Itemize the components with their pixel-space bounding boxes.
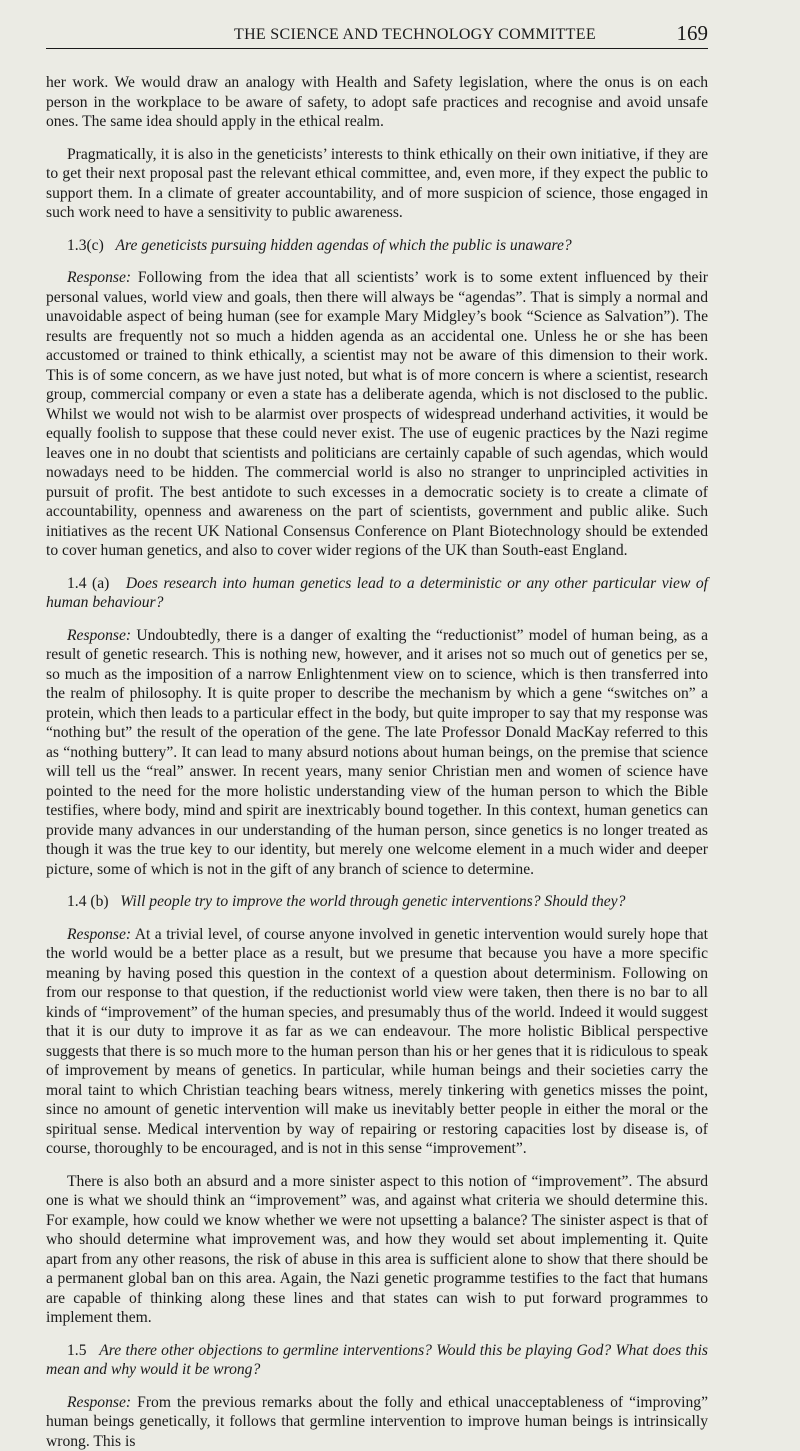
- question-number: 1.5: [67, 1342, 87, 1359]
- response-text: Following from the idea that all scientists’ work is to some extent influenced by their personal values, world view and goals, then there will always be “agendas”. That is simply a normal and unavoidable aspect of being human (see for example Mary Midgley’s book “Science as Salvation”). The results are frequently not so much a hidden agenda as an accidental one. Unless he or she has been accustomed or trained to think ethically, a scientist may not be aware of this dimension to their work. This is of some concern, as we have just noted, but what is of more concern is where a scientist, research group, commercial company or even a state has a deliberate agenda, which is not disclosed to the public. Whilst we would not wish to be alarmist over prospects of widespread underhand activities, it would be equally foolish to suppose that these could never exist. The use of eugenic practices by the Nazi regime leaves one in no doubt that scientists and politicians are certainly capable of such agendas, which would nowadays need to be hidden. The commercial world is also no stranger to unprincipled activities in pursuit of profit. The best antidote to such excesses in a democratic society is to create a climate of accountability, openness and awareness on the part of scientists, government and public alike. Such initiatives as the recent UK National Consensus Conference on Plant Biotechnology should be extended to cover human genetics, and also to cover wider regions of the UK than South-east England.: [46, 269, 708, 559]
- response-1-5: [46, 1393, 708, 1451]
- page-number: 169: [677, 23, 709, 44]
- header-rule: [46, 48, 708, 49]
- response-label: Response:: [67, 926, 131, 943]
- running-header: [46, 18, 708, 44]
- paragraph-improvement: [46, 1172, 708, 1328]
- paragraph-text: her work. We would draw an analogy with Health and Safety legislation, where the onus is on each person in the workplace to be aware of safety, to adopt safe practices and recognise and avoid unsafe ones. The same idea should apply in the ethical realm.: [46, 74, 708, 130]
- response-label: Response:: [67, 269, 131, 286]
- response-1-4a: [46, 626, 708, 880]
- question-number: 1.3(c): [67, 237, 104, 254]
- paragraph-text: Pragmatically, it is also in the geneticists’ interests to think ethically on their own initiative, if they are to get their next proposal past the relevant ethical committee, and, even more, if they expect the public to support them. In a climate of greater accountability, and of more suspicion of science, those engaged in such work need to have a sensitivity to public awareness.: [46, 146, 708, 222]
- response-text: At a trivial level, of course anyone involved in genetic intervention would surely hope that the world would be a better place as a result, but we presume that because you have a more specific meaning by having posed this question in the context of a question about determinism. Following on from our response to that question, if the reductionist world view were taken, then there is no bar to all kinds of “improvement” of the human species, and presumably thus of the world. Indeed it would suggest that it is our duty to improve it as far as we can endeavour. The more holistic Biblical perspective suggests that there is so much more to the human person than his or her genes that it is ridiculous to speak of improvement by means of genetics. In particular, while human beings and their societies carry the moral taint to which Christian teaching bears witness, merely tinkering with genetics misses the point, since no amount of genetic intervention will make us inevitably better people in either the moral or the spiritual sense. Medical intervention by way of repairing or restoring capacities lost by disease is, of course, thoroughly to be encouraged, and is not in this sense “improvement”.: [46, 926, 708, 1158]
- question-number: 1.4 (a): [67, 575, 109, 592]
- question-1-4a: [46, 574, 708, 613]
- response-label: Response:: [67, 627, 131, 644]
- question-text: Will people try to improve the world through genetic interventions? Should they?: [120, 893, 625, 910]
- question-1-4b: [46, 892, 708, 912]
- question-number: 1.4 (b): [67, 893, 109, 910]
- question-text: Are geneticists pursuing hidden agendas of which the public is unaware?: [116, 237, 572, 254]
- response-text: From the previous remarks about the folly and ethical unacceptableness of “improving” human beings genetically, it follows that germline intervention to improve human beings is intrinsically wrong. This is: [46, 1394, 708, 1450]
- response-1-3c: [46, 268, 708, 561]
- response-1-4b: [46, 925, 708, 1159]
- paragraph-1: [46, 73, 708, 132]
- response-label: Response:: [67, 1394, 131, 1411]
- question-1-3c: [46, 236, 708, 256]
- question-text: Are there other objections to germline interventions? Would this be playing God? What does this mean and why would it be wrong?: [46, 1342, 708, 1379]
- question-text: Does research into human genetics lead to a deterministic or any other particular view of human behaviour?: [46, 575, 708, 612]
- body-text: [46, 73, 708, 1451]
- paragraph-text: There is also both an absurd and a more sinister aspect to this notion of “improvement”. The absurd one is what we should think an “improvement” was, and against what criteria we should determine this. For example, how could we know whether we were not upsetting a balance? The sinister aspect is that of who should determine what improvement was, and how they would set about implementing it. Quite apart from any other reasons, the risk of abuse in this area is sufficient alone to show that there should be a permanent global ban on this area. Again, the Nazi genetic programme testifies to the fact that humans are capable of thinking along these lines and that states can wish to put forward programmes to implement them.: [46, 1173, 708, 1327]
- question-1-5: [46, 1341, 708, 1380]
- response-text: Undoubtedly, there is a danger of exalting the “reductionist” model of human being, as a result of genetic research. This is nothing new, however, and it arises not so much out of genetics per se, so much as the imposition of a narrow Enlightenment view on to science, which is then transferred into the realm of philosophy. It is quite proper to describe the mechanism by which a gene “switches on” a protein, which then leads to a particular effect in the body, but quite improper to say that my response was “nothing but” the result of the operation of the gene. The late Professor Donald MacKay referred to this as “nothing buttery”. It can lead to many absurd notions about human beings, on the premise that science will tell us the “real” answer. In recent years, many senior Christian men and women of science have pointed to the need for the more holistic understanding view of the human person to which the Bible testifies, where body, mind and spirit are inextricably bound together. In this context, human genetics can provide many advances in our understanding of the human person, since genetics is no longer treated as though it was the true key to our identity, but merely one welcome element in a much wider and deeper picture, some of which is not in the gift of any branch of science to determine.: [46, 627, 708, 878]
- paragraph-2: [46, 145, 708, 223]
- header-title: THE SCIENCE AND TECHNOLOGY COMMITTEE: [234, 26, 596, 44]
